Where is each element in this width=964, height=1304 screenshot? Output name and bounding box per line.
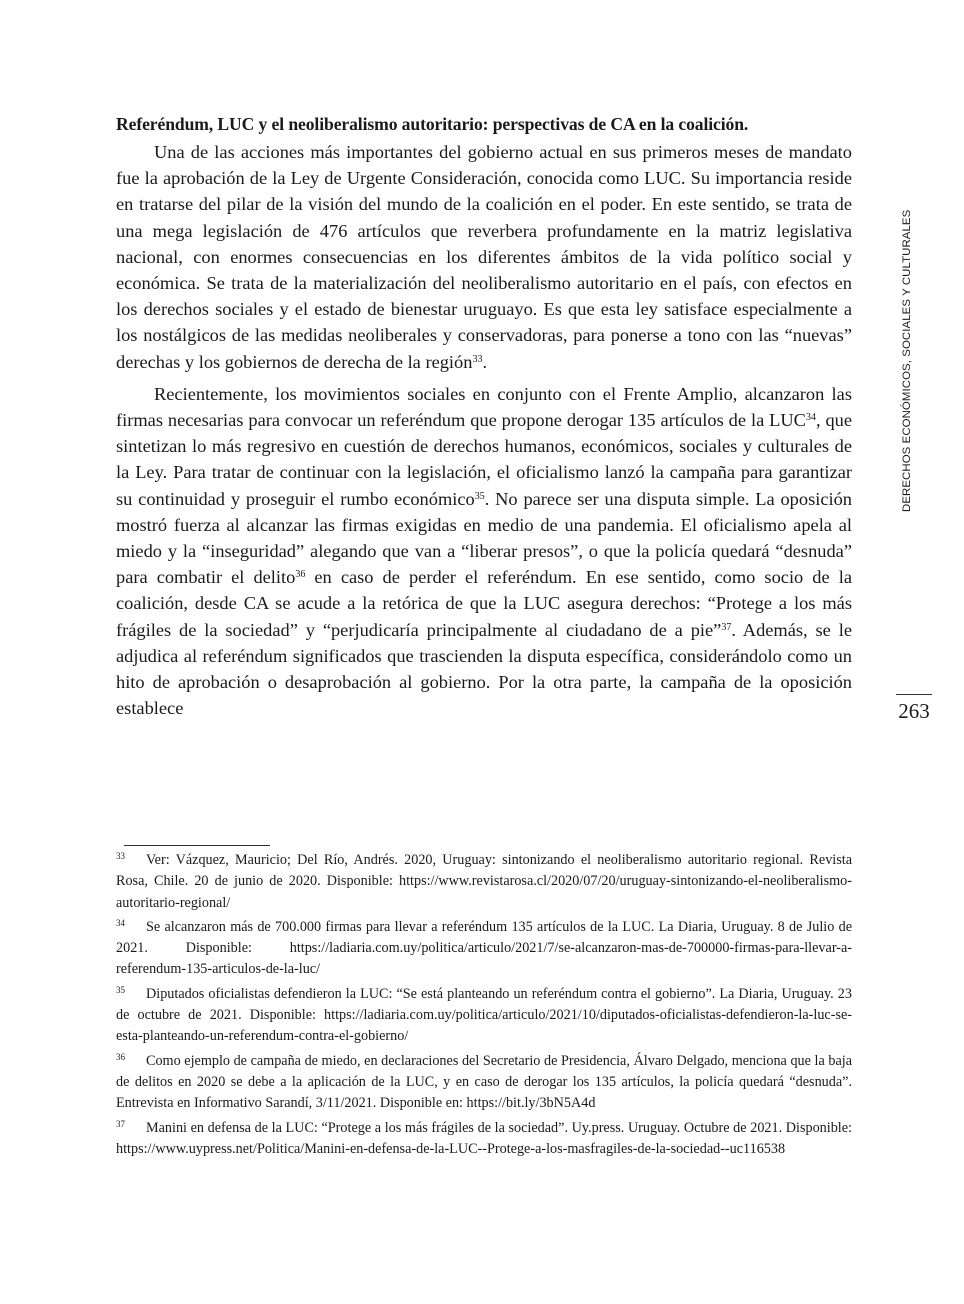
- footnote: 34 Se alcanzaron más de 700.000 firmas para llevar a referéndum 135 artículos de la LUC. La Diaria, Uruguay. 8 de Julio de 2021. Disponible: https://ladiaria.com.uy/politica/articulo/2021/7/se-alcanzaron-mas-de-700000-firmas-para-llevar-a-referendum-135-articulos-de-la-luc/: [116, 917, 852, 978]
- footnote-ref: 37: [721, 621, 732, 633]
- footnote-ref: 34: [805, 412, 816, 424]
- body-paragraph: [116, 139, 852, 375]
- footnote-text: Diputados oficialistas defendieron la LUC: “Se está planteando un referéndum contra el gobierno”. La Diaria, Uruguay. 23 de octubre de 2021. Disponible: https://ladiaria.com.uy/politica/articulo/2021/10/diputados-oficialistas-defendieron-la-luc-se-esta-planteando-un-referendum-contra-el-gobierno/: [116, 985, 852, 1045]
- paragraph-text: . Además, se le adjudica al referéndum significados que trascienden la disputa específica, considerándolo como un hito de aprobación o desaprobación al gobierno. Por la otra parte, la campaña de la oposición establece: [116, 619, 852, 719]
- paragraph-text: .: [482, 351, 488, 372]
- footnote-text: Se alcanzaron más de 700.000 firmas para llevar a referéndum 135 artículos de la LUC. La Diaria, Uruguay. 8 de Julio de 2021. Disponible: https://ladiaria.com.uy/politica/articulo/2021/7/se-alcanzaron-mas-de-700000-firmas-para-llevar-a-referendum-135-articulos-de-la-luc/: [116, 918, 852, 978]
- footnote-text: Ver: Vázquez, Mauricio; Del Río, Andrés. 2020, Uruguay: sintonizando el neoliberalismo autoritario regional. Revista Rosa, Chile. 20 de junio de 2020. Disponible: https://www.revistarosa.cl/2020/07/20/uruguay-sintonizando-el-neoliberalismo-autoritario-regional/: [116, 852, 852, 911]
- page-number: 263: [898, 699, 930, 723]
- running-section-title: DERECHOS ECONÓMICOS, SOCIALES Y CULTURALES: [901, 209, 913, 512]
- footnotes: [116, 850, 852, 1163]
- footnote-separator: [124, 845, 270, 846]
- page-number-rule: [896, 694, 932, 695]
- body-paragraph: [116, 381, 852, 722]
- paragraph-text: . No parece ser una disputa simple. La oposición mostró fuerza al alcanzar las firmas exigidas en medio de una pandemia. El oficialismo apela al miedo y la “inseguridad” alegando que van a “liberar presos”, o que la policía quedará “desnuda” para combatir el delito: [116, 488, 853, 588]
- footnote: 33 Ver: Vázquez, Mauricio; Del Río, Andrés. 2020, Uruguay: sintonizando el neoliberalismo autoritario regional. Revista Rosa, Chile. 20 de junio de 2020. Disponible: https://www.revistarosa.cl/2020/07/20/uruguay-sintonizando-el-neoliberalismo-autoritario-regional/: [116, 851, 852, 911]
- footnote: 37 Manini en defensa de la LUC: “Protege a los más frágiles de la sociedad”. Uy.press. Uruguay. Octubre de 2021. Disponible: https://www.uypress.net/Politica/Manini-en-defensa-de-la-LUC--Protege-a-los-masfragiles-de-la-sociedad--uc116538: [116, 1118, 852, 1157]
- footnote: 36 Como ejemplo de campaña de miedo, en declaraciones del Secretario de Presidencia, Álvaro Delgado, menciona que la baja de delitos en 2020 se debe a la aplicación de la LUC, y en caso de derogar los 135 artículos, la policía quedará “desnuda”. Entrevista en Informativo Sarandí, 3/11/2021. Disponible en: https://bit.ly/3bN5A4d: [116, 1051, 852, 1112]
- footnote-text: Manini en defensa de la LUC: “Protege a los más frágiles de la sociedad”. Uy.press. Uruguay. Octubre de 2021. Disponible: https://www.uypress.net/Politica/Manini-en-defensa-de-la-LUC--Protege-a-los-masfragiles-de-la-sociedad--uc116538: [116, 1119, 852, 1157]
- footnote-ref: 35: [474, 490, 485, 502]
- footnote-text: Como ejemplo de campaña de miedo, en declaraciones del Secretario de Presidencia, Álvaro Delgado, menciona que la baja de delitos en 2020 se debe a la aplicación de la LUC, y en caso de derogar los 135 artículos, la policía quedará “desnuda”. Entrevista en Informativo Sarandí, 3/11/2021. Disponible en: https://bit.ly/3bN5A4d: [116, 1052, 852, 1112]
- paragraph-text: en caso de perder el referéndum. En ese sentido, como socio de la coalición, desde CA se acude a la retórica de que la LUC asegura derechos: “Protege a los más frágiles de la sociedad” y “perjudicaría principalmente al ciudadano de a pie”: [116, 567, 852, 640]
- section-heading: Referéndum, LUC y el neoliberalismo autoritario: perspectivas de CA en la coalición.: [116, 114, 749, 134]
- paragraph-text: Recientemente, los movimientos sociales en conjunto con el Frente Amplio, alcanzaron las firmas necesarias para convocar un referéndum que propone derogar 135 artículos de la LUC: [116, 383, 852, 431]
- footnote-ref: 33: [472, 353, 483, 365]
- paragraph-text: Una de las acciones más importantes del gobierno actual en sus primeros meses de mandato fue la aprobación de la Ley de Urgente Consideración, conocida como LUC. Su importancia reside en tratarse del pilar de la visión del mundo de la coalición en el poder. En este sentido, se trata de una mega legislación de 476 artículos que reverbera profundamente en la matriz legislativa nacional, con enormes consecuencias en los diferentes ámbitos de la vida político social y económica. Se trata de la materialización del neoliberalismo autoritario en el país, con efectos en los derechos sociales y el estado de bienestar uruguayo. Es que esta ley satisface especialmente a los nostálgicos de las medidas neoliberales y conservadoras, para ponerse a tono con las “nuevas” derechas y los gobiernos de derecha de la región: [116, 142, 852, 372]
- main-text: [116, 112, 852, 727]
- footnote: 35 Diputados oficialistas defendieron la LUC: “Se está planteando un referéndum contra el gobierno”. La Diaria, Uruguay. 23 de octubre de 2021. Disponible: https://ladiaria.com.uy/politica/articulo/2021/10/diputados-oficialistas-defendieron-la-luc-se-esta-planteando-un-referendum-contra-el-gobierno/: [116, 984, 852, 1045]
- footnote-ref: 36: [295, 569, 306, 581]
- paragraph-text: , que sintetizan lo más regresivo en cuestión de derechos humanos, económicos, sociales y culturales de la Ley. Para tratar de continuar con la legislación, el oficialismo lanzó la campaña para garantizar su continuidad y proseguir el rumbo económico: [116, 410, 853, 509]
